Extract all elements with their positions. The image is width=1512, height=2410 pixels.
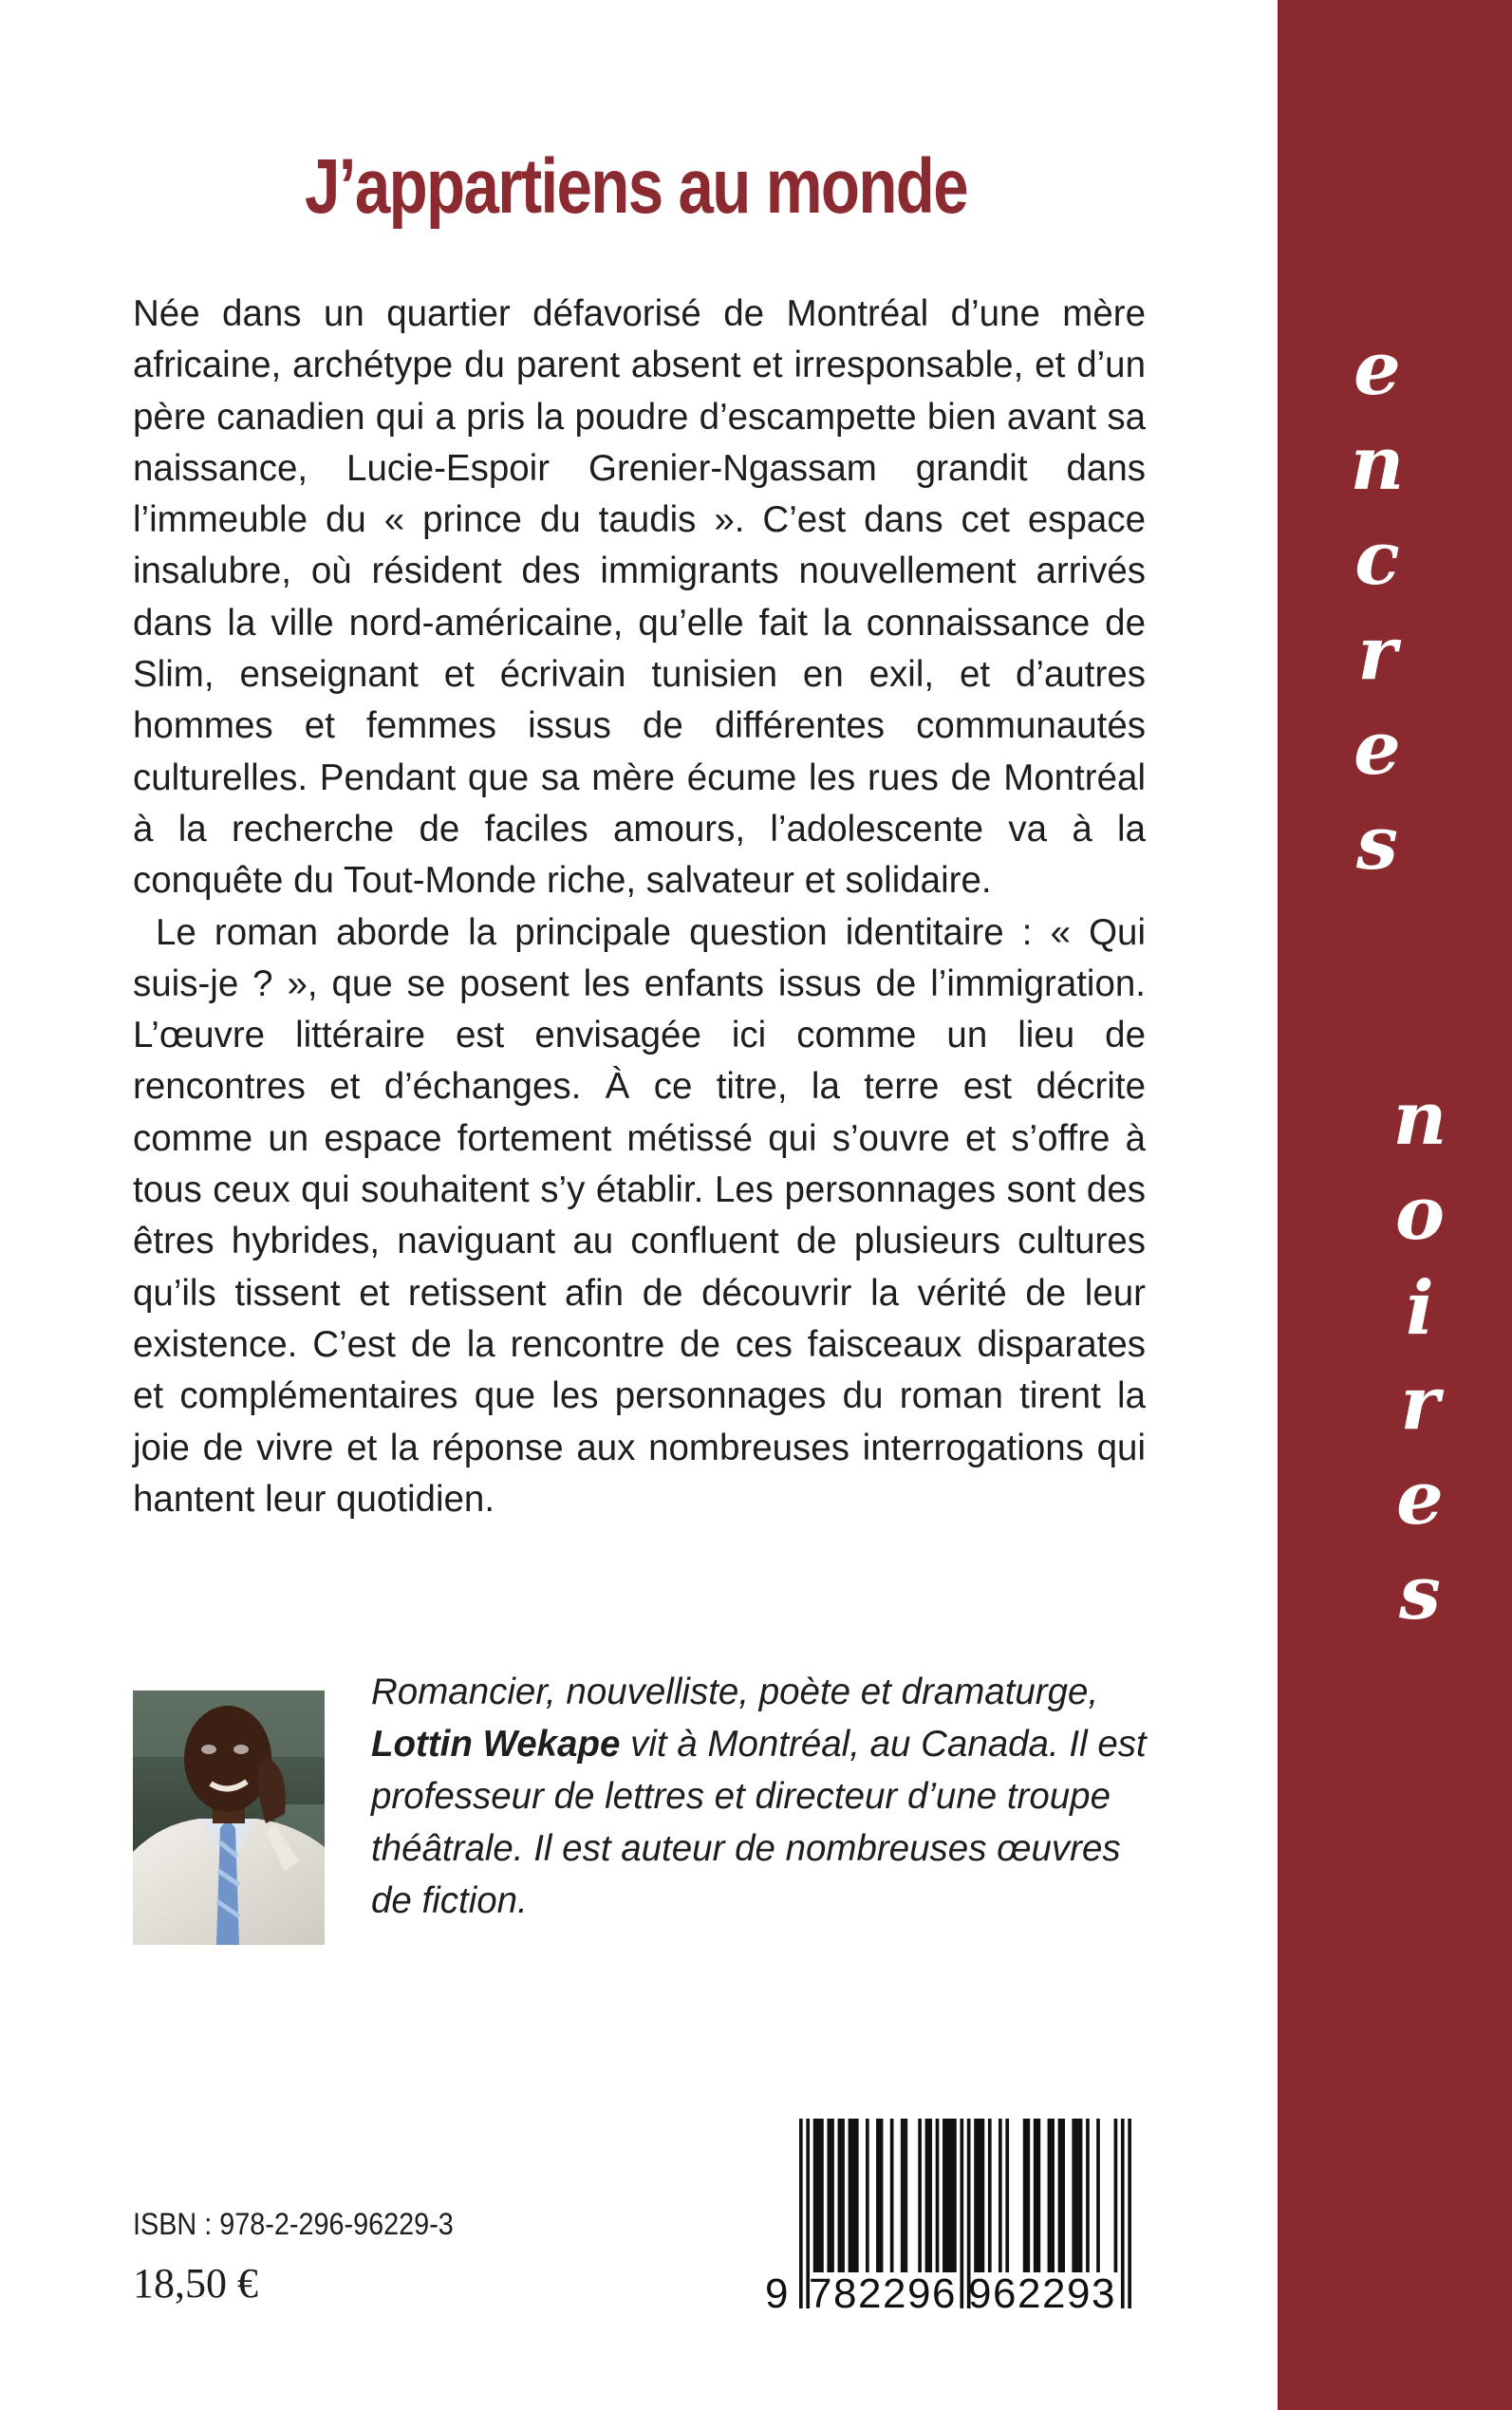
series-letter: e — [1353, 326, 1401, 412]
series-letter: n — [1350, 420, 1405, 507]
barcode-bar — [1023, 2119, 1030, 2272]
barcode-bar — [1058, 2119, 1065, 2272]
barcode-digit: 3 — [1092, 2270, 1115, 2317]
barcode-digit: 9 — [1067, 2270, 1091, 2317]
synopsis-paragraph-2: Le roman aborde la principale question identitaire : « Qui suis-je ? », que se posent les enfants issus de l’immigration. L’œuvre littéraire est envisagée ici comme un lieu de rencontres et d’échanges. À ce titre, la terre est décrite comme un espace fortement métissé qui s’ouvre et s’offre à tous ceux qui souhaitent s’y établir. Les personnages sont des êtres hybrides, naviguant au confluent de plusieurs cultures qu’ils tissent et retissent afin de découvrir la vérité de leur existence. C’est de la rencontre de ces faisceaux disparates et complémentaires que les personnages du roman tirent la joie de vivre et la réponse aux nombreuses interrogations qui hantent leur quotidien. — [133, 911, 1146, 1520]
author-name: Lottin Wekape — [371, 1724, 621, 1765]
barcode-bar — [943, 2119, 957, 2272]
series-letter: o — [1394, 1170, 1446, 1257]
series-letter: n — [1392, 1075, 1447, 1162]
barcode-digit: 2 — [883, 2270, 906, 2317]
barcode-digit: 7 — [809, 2270, 832, 2317]
barcode-bar — [918, 2119, 922, 2272]
barcode-digit: 6 — [993, 2270, 1017, 2317]
series-band — [1278, 0, 1512, 2410]
barcode-bar — [936, 2119, 940, 2272]
series-letter: r — [1400, 1360, 1440, 1447]
barcode-bar — [925, 2119, 932, 2272]
series-letter: s — [1399, 1550, 1441, 1636]
author-bio — [371, 1666, 1148, 1927]
isbn: ISBN : 978-2-296-96229-3 — [133, 2207, 454, 2241]
price: 18,50 € — [133, 2260, 258, 2307]
synopsis — [133, 289, 1146, 1525]
barcode-bar — [1114, 2119, 1118, 2272]
synopsis-paragraph-1: Née dans un quartier défavorisé de Montréal d’une mère africaine, archétype du parent absent et irresponsable, et d’un père canadien qui a pris la poudre d’escampette bien avant sa naissance, Lucie-Espoir Grenier-Ngassam grandit dans l’immeuble du « prince du taudis ». C’est dans cet espace insalubre, où résident des immigrants nouvellement arrivés dans la ville nord-américaine, qu’elle fait la connaissance de Slim, enseignant et écrivain tunisien en exil, et d’autres hommes et femmes issus de différentes communautés culturelles. Pendant que sa mère écume les rues de Montréal à la recherche de faciles amours, l’adolescente va à la conquête du Tout-Monde riche, salvateur et solidaire. — [133, 293, 1146, 902]
barcode-bar — [988, 2119, 992, 2272]
series-letter: i — [1406, 1265, 1434, 1352]
series-letter: r — [1357, 610, 1397, 697]
series-name-vertical — [1278, 0, 1512, 2410]
book-title: J’appartiens au monde — [305, 143, 967, 230]
barcode-bar — [901, 2119, 907, 2272]
barcode-digit: 2 — [858, 2270, 882, 2317]
barcode-bar — [1072, 2119, 1082, 2272]
author-bio-intro: Romancier, nouvelliste, poète et dramaturge, — [371, 1672, 1099, 1712]
barcode-digit: 9 — [968, 2270, 992, 2317]
series-letter: e — [1396, 1455, 1444, 1541]
barcode-bar — [1048, 2119, 1055, 2272]
barcode-digit: 2 — [1042, 2270, 1066, 2317]
barcode-bar — [827, 2119, 833, 2272]
barcode-bar — [1005, 2119, 1009, 2272]
barcode-bar — [876, 2119, 883, 2272]
barcode-bar — [866, 2119, 869, 2272]
series-letter: e — [1353, 705, 1401, 792]
barcode-bar — [813, 2119, 824, 2272]
barcode-bar — [890, 2119, 894, 2272]
barcode-bar — [1034, 2119, 1040, 2272]
barcode-digit: 6 — [932, 2270, 956, 2317]
barcode-bar — [974, 2119, 984, 2272]
author-photo — [133, 1691, 325, 1945]
barcode-digit: 2 — [1017, 2270, 1041, 2317]
series-letter: s — [1356, 800, 1398, 887]
barcode-digit: 9 — [907, 2270, 931, 2317]
barcode-digit: 8 — [833, 2270, 857, 2317]
barcode-bar — [838, 2119, 845, 2272]
author-portrait-image — [133, 1691, 325, 1945]
barcode-bar — [849, 2119, 859, 2272]
series-letter: c — [1354, 515, 1400, 602]
barcode-bar — [1096, 2119, 1100, 2272]
barcode-digit: 9 — [765, 2270, 789, 2317]
barcode-bar — [1086, 2119, 1090, 2272]
barcode-number — [765, 2270, 1137, 2322]
barcode-bar — [999, 2119, 1002, 2272]
author-bio-details: vit à Montréal, au Canada. Il est professeur de lettres et directeur d’une troupe théâtrale. Il est auteur de nombreuses œuvres de fiction. — [371, 1724, 1147, 1921]
